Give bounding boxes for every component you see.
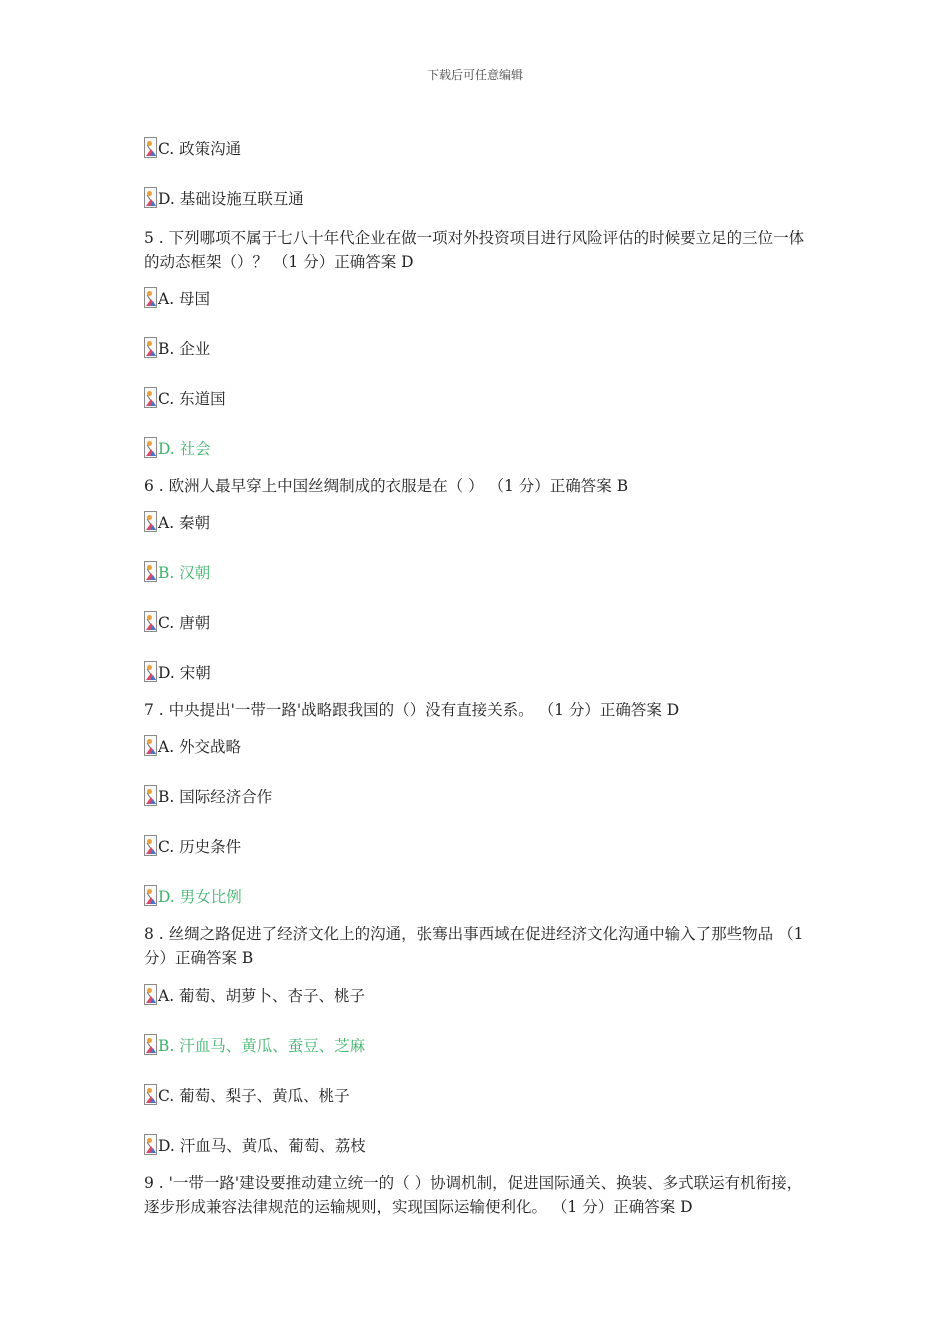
- answer-option-label: D. 基础设施互联互通: [158, 190, 304, 208]
- broken-image-icon: [144, 885, 157, 906]
- answer-option[interactable]: [144, 831, 241, 857]
- question-text: 5 . 下列哪项不属于七八十年代企业在做一项对外投资项目进行风险评估的时候要立足的三位一体的动态框架（）？ （1 分）正确答案 D: [144, 229, 805, 271]
- answer-option[interactable]: [144, 881, 242, 907]
- broken-image-icon: [144, 785, 157, 806]
- broken-image-icon: [144, 561, 157, 582]
- broken-image-icon: [144, 137, 157, 158]
- answer-option[interactable]: [144, 183, 304, 209]
- answer-option[interactable]: [144, 507, 210, 533]
- page-header: 下载后可任意编辑: [426, 68, 523, 82]
- answer-option[interactable]: [144, 1130, 366, 1156]
- broken-image-icon: [144, 984, 157, 1005]
- answer-option[interactable]: [144, 433, 211, 459]
- answer-option[interactable]: [144, 607, 210, 633]
- answer-option-label: D. 宋朝: [158, 664, 211, 682]
- broken-image-icon: [144, 661, 157, 682]
- broken-image-icon: [144, 287, 157, 308]
- answer-option-label: C. 东道国: [158, 390, 226, 408]
- broken-image-icon: [144, 611, 157, 632]
- question-text: 9 . '一带一路'建设要推动建立统一的（ ）协调机制，促进国际通关、换装、多式联运有机衔接，逐步形成兼容法律规范的运输规则，实现国际运输便利化。 （1 分）正确答案 D: [144, 1174, 803, 1216]
- answer-option[interactable]: [144, 383, 226, 409]
- question-text: 8 . 丝绸之路促进了经济文化上的沟通，张骞出事西域在促进经济文化沟通中输入了那些物品 （1 分）正确答案 B: [144, 925, 804, 967]
- answer-option-label: A. 秦朝: [158, 514, 211, 532]
- answer-option[interactable]: [144, 731, 241, 757]
- answer-option-label: A. 葡萄、胡萝卜、杏子、桃子: [158, 987, 366, 1005]
- answer-option-label: B. 国际经济合作: [158, 788, 273, 806]
- broken-image-icon: [144, 735, 157, 756]
- answer-option-label: B. 企业: [158, 340, 211, 358]
- broken-image-icon: [144, 337, 157, 358]
- answer-option[interactable]: [144, 333, 210, 359]
- broken-image-icon: [144, 1134, 157, 1155]
- answer-option-label: B. 汉朝: [158, 564, 211, 582]
- question-text: 7 . 中央提出'一带一路'战略跟我国的（）没有直接关系。 （1 分）正确答案 D: [144, 701, 680, 719]
- answer-option-label: C. 唐朝: [158, 614, 211, 632]
- answer-option-label: B. 汗血马、黄瓜、蚕豆、芝麻: [158, 1037, 366, 1055]
- answer-option[interactable]: [144, 980, 365, 1006]
- answer-option-label: A. 外交战略: [158, 738, 242, 756]
- broken-image-icon: [144, 1084, 157, 1105]
- answer-option-label: C. 葡萄、梨子、黄瓜、桃子: [158, 1087, 350, 1105]
- broken-image-icon: [144, 387, 157, 408]
- question-text: 6 . 欧洲人最早穿上中国丝绸制成的衣服是在（ ） （1 分）正确答案 B: [144, 477, 629, 495]
- answer-option[interactable]: [144, 283, 210, 309]
- answer-option-label: C. 政策沟通: [158, 140, 242, 158]
- answer-option[interactable]: [144, 1080, 350, 1106]
- answer-option-label: D. 汗血马、黄瓜、葡萄、荔枝: [158, 1137, 366, 1155]
- answer-option-label: D. 男女比例: [158, 888, 242, 906]
- answer-option[interactable]: [144, 1030, 365, 1056]
- answer-option[interactable]: [144, 781, 272, 807]
- answer-option[interactable]: [144, 657, 211, 683]
- answer-option[interactable]: [144, 557, 210, 583]
- answer-option-label: A. 母国: [158, 290, 211, 308]
- broken-image-icon: [144, 835, 157, 856]
- broken-image-icon: [144, 187, 157, 208]
- broken-image-icon: [144, 437, 157, 458]
- answer-option-label: C. 历史条件: [158, 838, 242, 856]
- answer-option[interactable]: [144, 133, 241, 159]
- broken-image-icon: [144, 1034, 157, 1055]
- answer-option-label: D. 社会: [158, 440, 211, 458]
- broken-image-icon: [144, 511, 157, 532]
